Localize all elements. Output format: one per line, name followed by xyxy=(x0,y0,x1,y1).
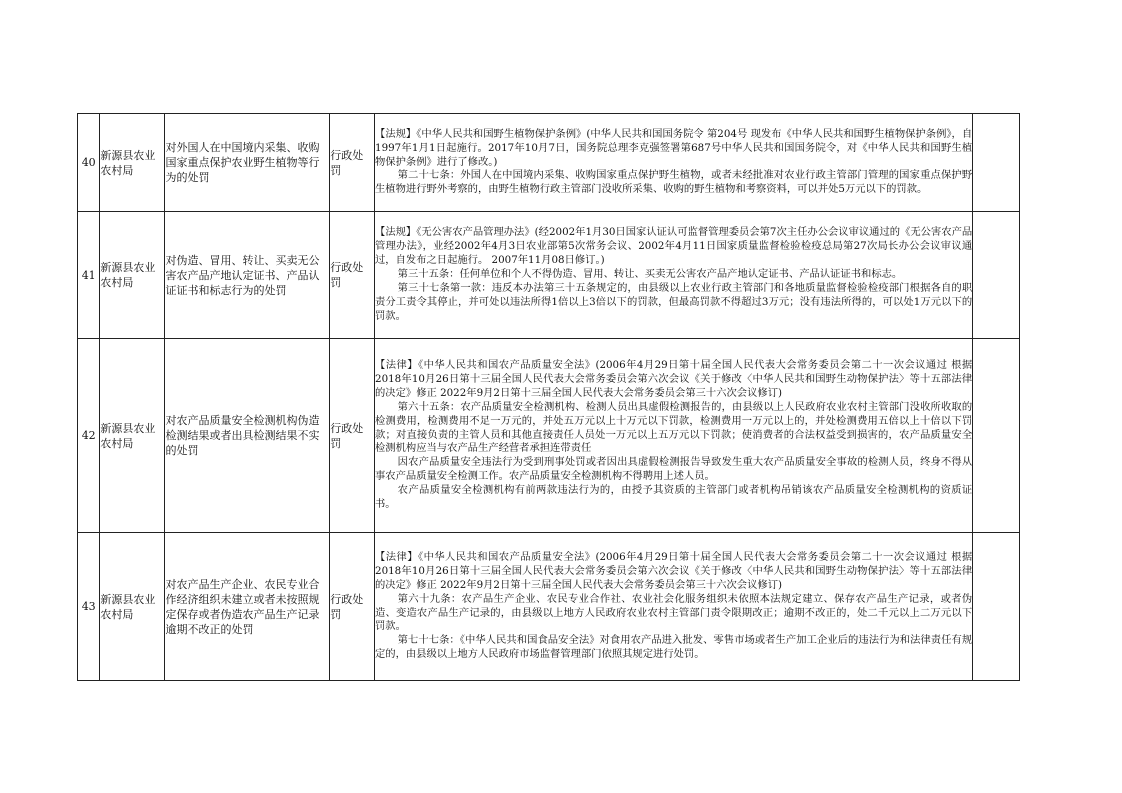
basis-paragraph: 第六十九条：农产品生产企业、农民专业合作社、农业社会化服务组织未依照本法规定建立、保存农产品生产记录，或者伪造、变造农产品生产记录的，由县级以上地方人民政府农业农村主管部门责令限期改正；逾期不改正的，处二千元以上二万元以下罚款。 xyxy=(375,592,973,633)
legal-basis-cell xyxy=(375,339,973,533)
empty-cell xyxy=(973,114,1020,212)
basis-paragraph: 农产品质量安全检测机构有前两款违法行为的，由授予其资质的主管部门或者机构吊销该农产品质量安全检测机构的资质证书。 xyxy=(375,484,973,511)
item-name-cell: 对农产品质量安全检测机构伪造检测结果或者出具检测结果不实的处罚 xyxy=(165,339,330,533)
basis-paragraph: 【法规】《无公害农产品管理办法》(经2002年1月30日国家认证认可监督管理委员会第7次主任办公会议审议通过的《无公害农产品管理办法》，业经2002年4月3日农业部第5次常务会议、2002年4月11日国家质量监督检验检疫总局第27次局长办公会议审议通过，自发布之日起施行。 2007年11月08日修订。) xyxy=(375,226,973,267)
empty-cell xyxy=(973,533,1020,681)
category-cell: 行政处罚 xyxy=(330,114,375,212)
row-number: 42 xyxy=(78,339,100,533)
table-row xyxy=(78,533,1020,681)
legal-basis-cell xyxy=(375,533,973,681)
basis-paragraph: 第六十五条：农产品质量安全检测机构、检测人员出具虚假检测报告的，由县级以上人民政府农业农村主管部门没收所收取的检测费用，检测费用不足一万元的，并处五万元以上十万元以下罚款，检测费用一万元以上的，并处检测费用五倍以上十倍以下罚款；对直接负责的主管人员和其他直接责任人员处一万元以上五万元以下罚款；使消费者的合法权益受到损害的，农产品质量安全检测机构应当与农产品生产经营者承担连带责任 xyxy=(375,400,973,455)
empty-cell xyxy=(973,339,1020,533)
empty-cell xyxy=(973,212,1020,339)
category-cell: 行政处罚 xyxy=(330,339,375,533)
item-name-cell: 对农产品生产企业、农民专业合作经济组织未建立或者未按照规定保存或者伪造农产品生产记录逾期不改正的处罚 xyxy=(165,533,330,681)
basis-paragraph: 第二十七条：外国人在中国境内采集、收购国家重点保护野生植物，或者未经批准对农业行政主管部门管理的国家重点保护野生植物进行野外考察的，由野生植物行政主管部门没收所采集、收购的野生植物和考察资料，可以并处5万元以下的罚款。 xyxy=(375,169,973,196)
category-cell: 行政处罚 xyxy=(330,212,375,339)
basis-paragraph: 因农产品质量安全违法行为受到刑事处罚或者因出具虚假检测报告导致发生重大农产品质量安全事故的检测人员，终身不得从事农产品质量安全检测工作。农产品质量安全检测机构不得聘用上述人员。 xyxy=(375,456,973,483)
table-row xyxy=(78,114,1020,212)
basis-paragraph: 第三十五条：任何单位和个人不得伪造、冒用、转让、买卖无公害农产品产地认定证书、产品认证证书和标志。 xyxy=(397,268,903,281)
department-cell: 新源县农业农村局 xyxy=(100,114,165,212)
item-name-cell: 对伪造、冒用、转让、买卖无公害农产品产地认定证书、产品认证证书和标志行为的处罚 xyxy=(165,212,330,339)
table-row xyxy=(78,212,1020,339)
penalty-table xyxy=(77,113,1020,681)
row-number: 43 xyxy=(78,533,100,681)
basis-paragraph: 第七十七条：《中华人民共和国食品安全法》对食用农产品进入批发、零售市场或者生产加工企业后的违法行为和法律责任有规定的，由县级以上地方人民政府市场监督管理部门依照其规定进行处罚。 xyxy=(375,634,973,661)
department-cell: 新源县农业农村局 xyxy=(100,339,165,533)
row-number: 40 xyxy=(78,114,100,212)
basis-paragraph: 【法律】《中华人民共和国农产品质量安全法》(2006年4月29日第十届全国人民代表大会常务委员会第二十一次会议通过 根据2018年10月26日第十三届全国人民代表大会常务委员会第六次会议《关于修改〈中华人民共和国野生动物保护法〉等十五部法律的决定》修正 2022年9月2日第十三届全国人民代表大会常务委员会第三十六次会议修订) xyxy=(375,550,973,591)
table-row xyxy=(78,339,1020,533)
legal-basis-cell xyxy=(375,212,973,339)
row-number: 41 xyxy=(78,212,100,339)
department-cell: 新源县农业农村局 xyxy=(100,533,165,681)
basis-paragraph: 【法规】《中华人民共和国野生植物保护条例》(中华人民共和国国务院令 第204号 现发布《中华人民共和国野生植物保护条例》，自1997年1月1日起施行。2017年10月7日，国务院总理李克强签署第687号中华人民共和国国务院令，对《中华人民共和国野生植物保护条例》进行了修改。) xyxy=(375,127,973,168)
basis-paragraph: 第三十七条第一款：违反本办法第三十五条规定的，由县级以上农业行政主管部门和各地质量监督检验检疫部门根据各自的职责分工责令其停止，并可处以违法所得1倍以上3倍以下的罚款，但最高罚款不得超过3万元；没有违法所得的，可以处1万元以下的罚款。 xyxy=(375,281,973,322)
basis-paragraph: 【法律】《中华人民共和国农产品质量安全法》(2006年4月29日第十届全国人民代表大会常务委员会第二十一次会议通过 根据2018年10月26日第十三届全国人民代表大会常务委员会第六次会议《关于修改〈中华人民共和国野生动物保护法〉等十五部法律的决定》修正 2022年9月2日第十三届全国人民代表大会常务委员会第三十六次会议修订) xyxy=(375,359,973,399)
category-cell: 行政处罚 xyxy=(330,533,375,681)
item-name-cell: 对外国人在中国境内采集、收购国家重点保护农业野生植物等行为的处罚 xyxy=(165,114,330,212)
department-cell: 新源县农业农村局 xyxy=(100,212,165,339)
legal-basis-cell xyxy=(375,114,973,212)
